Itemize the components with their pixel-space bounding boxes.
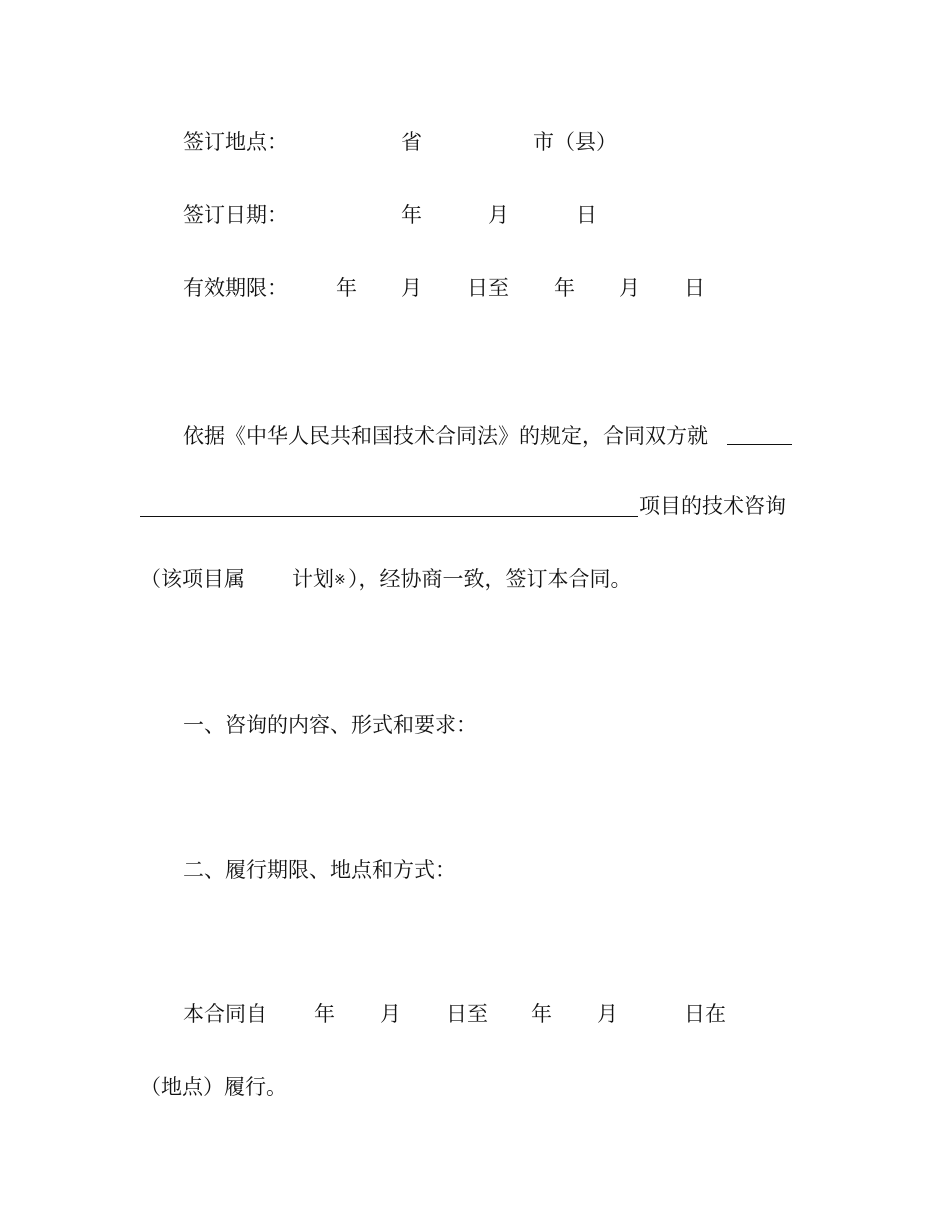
signing-date-label: 签订日期： — [183, 203, 288, 227]
term-month-to: 月 — [597, 1002, 618, 1026]
section-heading-performance: 二、履行期限、地点和方式： — [183, 858, 456, 882]
signing-date-month: 月 — [488, 203, 509, 227]
validity-year-to: 年 — [554, 276, 575, 300]
signing-date-day: 日 — [576, 203, 597, 227]
term-day-to: 日至 — [446, 1002, 488, 1026]
term-place: （地点）履行。 — [140, 1075, 287, 1099]
signing-place-label: 签订地点： — [183, 130, 288, 154]
validity-month-to: 月 — [619, 276, 640, 300]
validity-day-to: 日至 — [467, 276, 509, 300]
preamble-line-3-rest: ），经协商一致，签订本合同。 — [348, 567, 632, 591]
section-heading-content: 一、咨询的内容、形式和要求： — [183, 713, 477, 737]
project-name-blank — [727, 444, 792, 445]
term-year-to: 年 — [531, 1002, 552, 1026]
term-day-at: 日在 — [684, 1002, 726, 1026]
term-start: 本合同自 — [183, 1002, 267, 1026]
preamble-plan-label: 计划 — [292, 567, 334, 591]
reference-mark: ※ — [334, 572, 346, 588]
validity-day-end: 日 — [684, 276, 705, 300]
signing-date-year: 年 — [401, 203, 422, 227]
term-year-from: 年 — [314, 1002, 335, 1026]
validity-month-from: 月 — [401, 276, 422, 300]
preamble-line-1: 依据《中华人民共和国技术合同法》的规定，合同双方就 — [183, 424, 708, 448]
city-county-label: 市（县） — [533, 130, 617, 154]
province-label: 省 — [401, 130, 422, 154]
project-name-blank-continued — [140, 516, 638, 517]
preamble-line-2: 项目的技术咨询 — [639, 494, 786, 518]
validity-year-from: 年 — [336, 276, 357, 300]
term-month-from: 月 — [380, 1002, 401, 1026]
preamble-line-3-prefix: （该项目属 — [140, 567, 245, 591]
validity-label: 有效期限： — [183, 276, 288, 300]
